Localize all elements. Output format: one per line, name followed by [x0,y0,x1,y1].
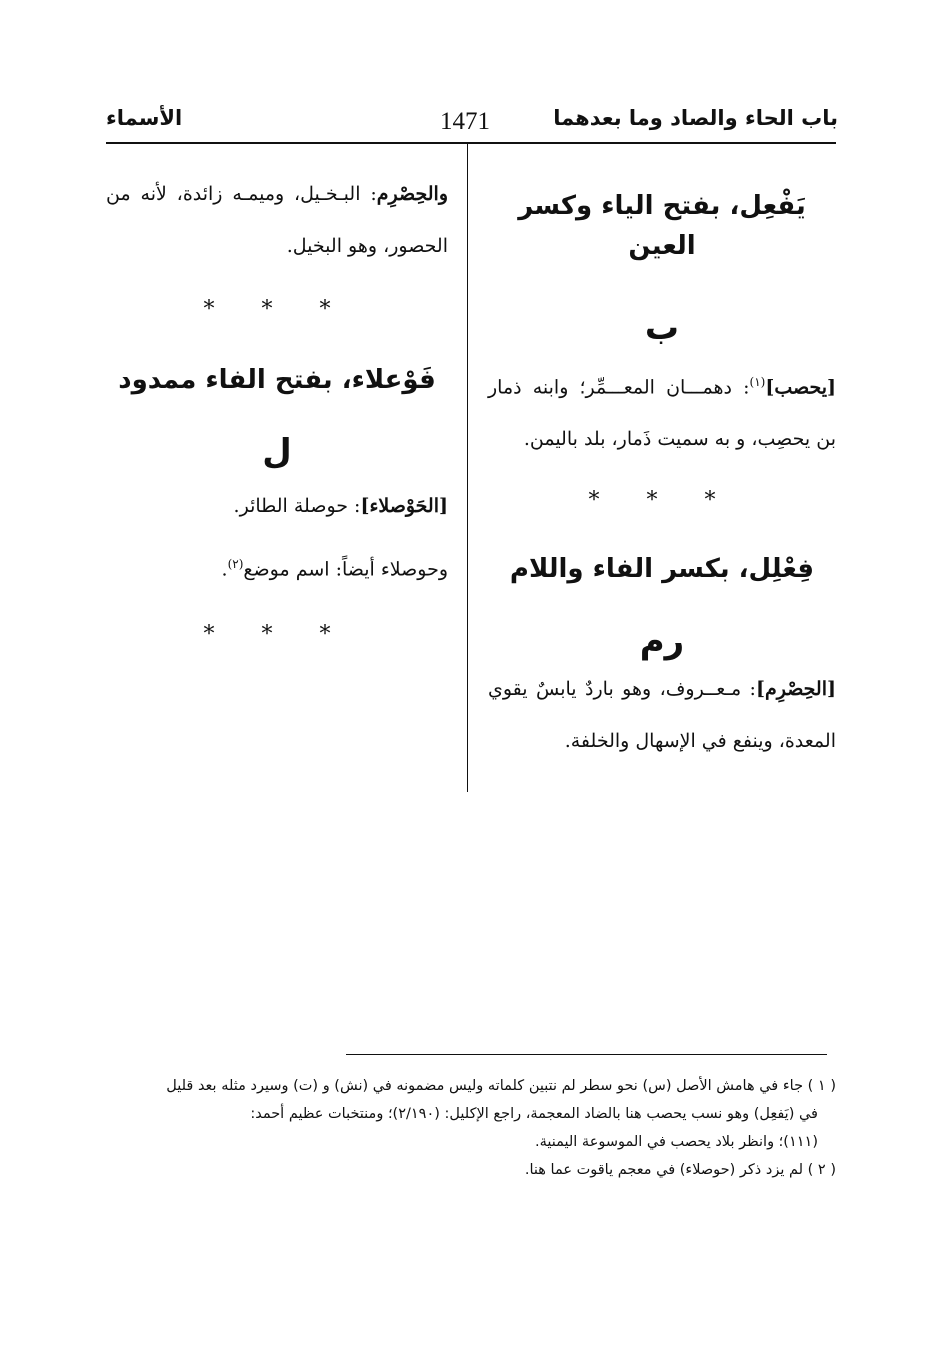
footnote-ref-1: (١) [749,375,766,389]
column-divider [467,144,468,792]
entry-keyword: [يحصب] [765,376,836,399]
entry-text: وحوصلاء أيضاً: اسم موضع [243,558,448,581]
entry-yahsub [488,356,836,465]
footnote-2: ( ٢ ) لم يزد ذكر (حوصلاء) في معجم ياقوت عما هنا. [524,1162,836,1178]
running-header-section: باب الحاء والصاد وما بعدهما [553,106,838,130]
entry-text: : دهمـــان المعـــمِّر؛ وابنه ذمار بن يحصِب، و به سميت ذَمار، بلد باليمن. [488,376,836,451]
entry-text: : حوصلة الطائر. [233,495,361,517]
running-header-book: الأسماء [106,106,183,130]
entry-hisrim-continued [106,168,448,272]
entry-keyword: والحِصْرِم [376,183,448,205]
entry-keyword: [الحَوْصلاء] [360,495,448,517]
footnote-ref-2: (٢) [227,557,244,571]
footnote-1-line-2: في (يَفعِل) وهو نسب يحصب هنا بالضاد المعجمة، راجع الإكليل: (٢/١٩٠)؛ ومنتخبات عظيم أحمد: [250,1106,818,1122]
letter-heading-lam: ل [262,432,292,472]
entry-hawsala [106,480,448,532]
section-separator: * * * [203,622,351,648]
section-title-yafil: يَفْعِل، بفتح الياء وكسر العين [518,191,806,261]
entry-end: . [221,558,228,581]
footnote-rule [346,1054,827,1055]
left-column [106,168,448,655]
page-number: 1471 [440,108,490,135]
header-rule [106,142,836,144]
footnotes [106,1072,836,1184]
section-title-fawala: فَوْعلاء، بفتح الفاء ممدود [118,365,436,395]
entry-hawsala-place [106,538,448,595]
entry-hisrim [488,663,836,767]
entry-text: : مـعــروف، وهو باردٌ يابسٌ يقوي المعدة، وينفع في الإسهال والخلفة. [488,678,836,753]
footnote-1-line-3: (١١١)؛ وانظر بلاد يحصب في الموسوعة اليمنية. [534,1134,818,1150]
entry-text: : البـخـيل، وميمـه زائدة، لأنه من الحصور، وهو البخيل. [106,183,448,257]
footnote-1: ( ١ ) جاء في هامش الأصل (س) نحو سطر لم نتبين كلماته وليس مضمونه في (نش) و (ت) وسيرد مثله بعد قليل [166,1078,836,1094]
letter-heading-ba: ب [644,308,680,348]
section-title-filil: فِعْلِل، بكسر الفاء واللام [509,554,815,585]
entry-keyword: [الحِصْرِم] [755,678,836,701]
right-column [488,168,836,767]
section-separator: * * * [588,488,736,514]
letter-heading-rm: رم [639,621,685,662]
section-separator: * * * [203,297,351,322]
